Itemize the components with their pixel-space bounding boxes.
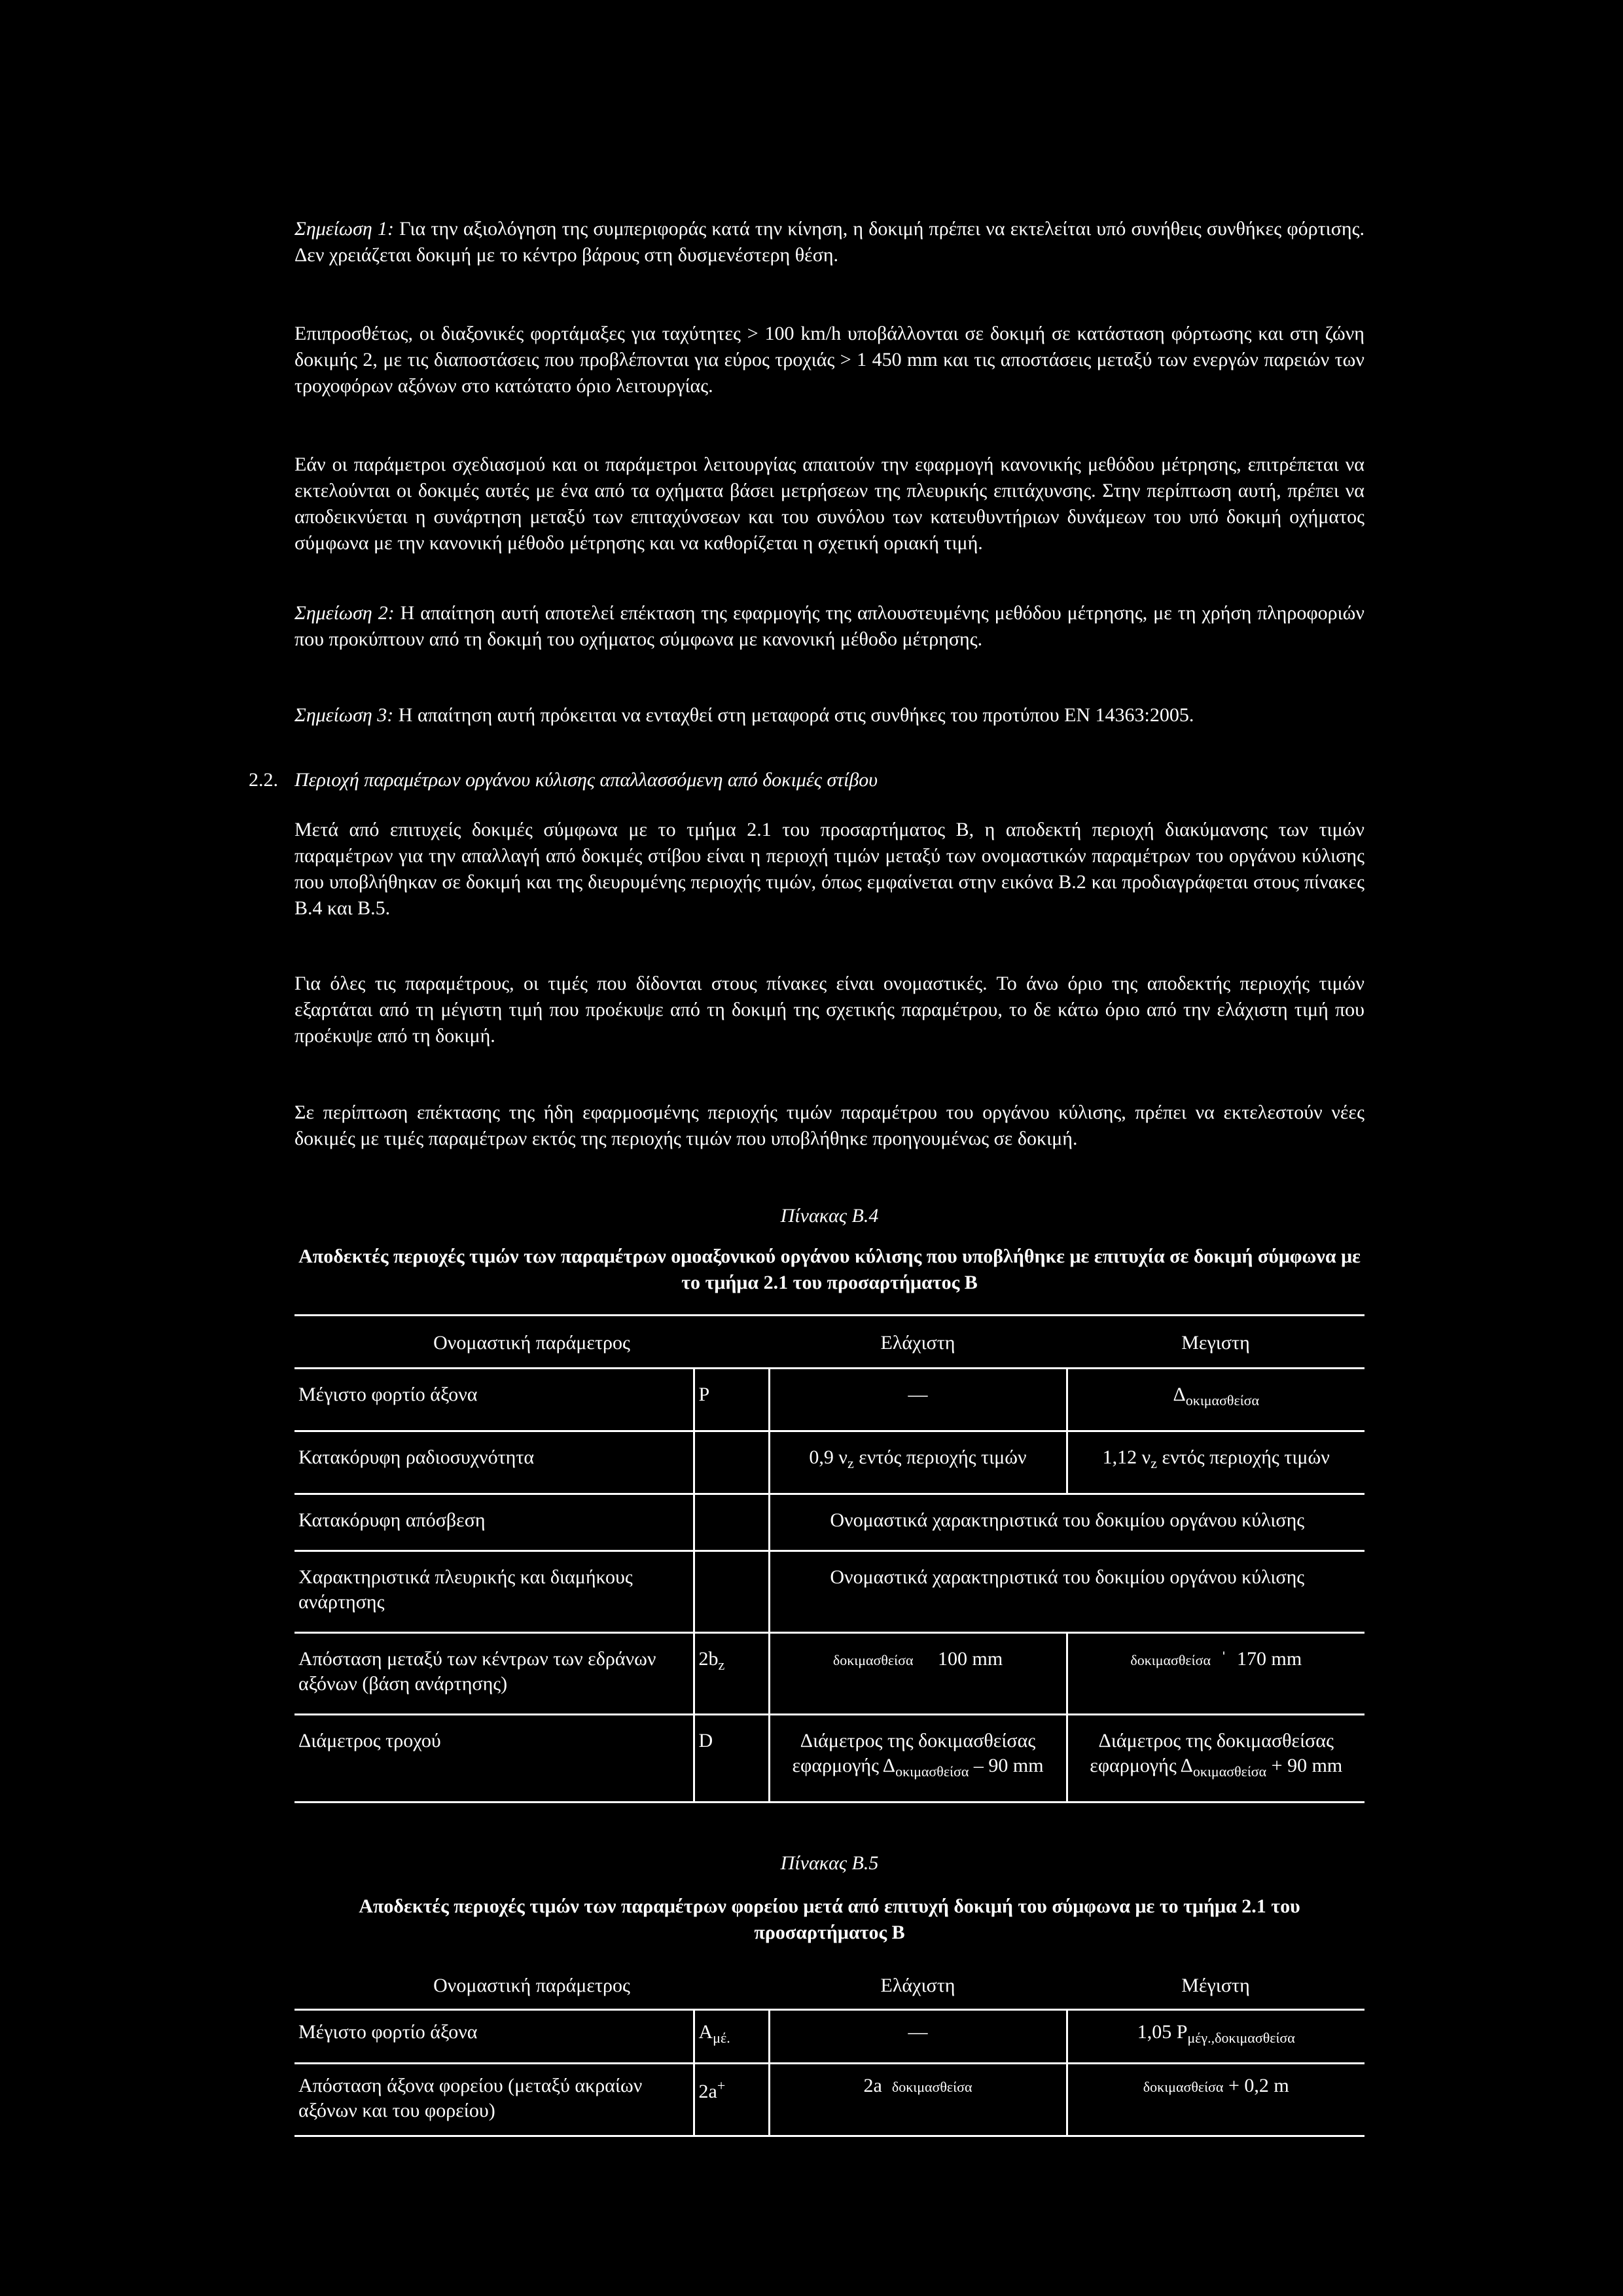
symbol-value: 2a <box>698 2081 717 2102</box>
min-cell <box>769 1633 1067 1715</box>
max-cell <box>1067 1431 1364 1494</box>
param-cell: Κατακόρυφη ραδιοσυχνότητα <box>294 1431 694 1494</box>
symbol-subscript: μέ. <box>713 2030 730 2046</box>
param-cell: Μέγιστο φορτίο άξονα <box>294 1369 694 1431</box>
min-subscript: z <box>847 1455 854 1471</box>
param-cell: Απόσταση άξονα φορείου (μεταξύ ακραίων αξόνων και του φορείου) <box>294 2064 694 2136</box>
max-cell <box>1067 2010 1364 2064</box>
note-3 <box>294 702 1364 728</box>
min-subscript: δοκιμασθείσα <box>832 1652 914 1668</box>
min-value: Διάμετρος της δοκιμασθείσας εφαρμογής Δ <box>792 1730 1036 1776</box>
note-1 <box>294 216 1364 268</box>
max-suffix: + 90 mm <box>1266 1755 1343 1776</box>
max-suffix: εντός περιοχής τιμών <box>1157 1446 1330 1468</box>
symbol-subscript: z <box>718 1657 725 1673</box>
note-3-text: Η απαίτηση αυτή πρόκειται να ενταχθεί στη μεταφορά στις συνθήκες του προτύπου EN 14363:2005. <box>393 704 1194 726</box>
section-number: 2.2. <box>249 769 278 791</box>
table-row <box>294 2010 1364 2064</box>
min-subscript: οκιμασθείσα <box>895 1763 969 1780</box>
param-cell: Μέγιστο φορτίο άξονα <box>294 2010 694 2064</box>
paragraph: Σε περίπτωση επέκτασης της ήδη εφαρμοσμένης περιοχής τιμών παραμέτρου του οργάνου κύλισης, πρέπει να εκτελεστούν νέες δοκιμές με τιμές παραμέτρων εκτός της περιοχής τιμών που υποβλήθηκε προηγουμένως σε δοκιμή. <box>294 1102 1364 1149</box>
table-header-row <box>294 1965 1364 2010</box>
table-b5-caption: Πίνακας B.5 <box>780 1852 879 1874</box>
column-header: Ονομαστική παράμετρος <box>294 1316 769 1369</box>
symbol-cell <box>694 2064 769 2136</box>
table-b4 <box>294 1314 1364 1803</box>
min-cell: — <box>769 1369 1067 1431</box>
min-suffix: εντός περιοχής τιμών <box>853 1446 1027 1468</box>
max-value: 1,12 ν <box>1102 1446 1151 1468</box>
note-2-text: Η απαίτηση αυτή αποτελεί επέκταση της εφαρμογής της απλουστευμένης μεθόδου μέτρησης, με τη χρήση πληροφοριών που προκύπτουν από τη δοκιμή του οχήματος σύμφωνα με κανονική μέθοδο μέτρησης. <box>294 602 1364 650</box>
column-header: Ελάχιστη <box>769 1316 1067 1369</box>
symbol-cell: P <box>694 1369 769 1431</box>
param-cell: Διάμετρος τροχού <box>294 1715 694 1803</box>
span-cell: Ονομαστικά χαρακτηριστικά του δοκιμίου οργάνου κύλισης <box>769 1494 1364 1551</box>
max-cell <box>1067 1369 1364 1431</box>
section-heading <box>249 767 878 793</box>
table-b5 <box>294 1965 1364 2137</box>
min-subscript: δοκιμασθείσα <box>891 2079 972 2095</box>
param-cell: Απόσταση μεταξύ των κέντρων των εδράνων αξόνων (βάση ανάρτησης) <box>294 1633 694 1715</box>
max-subscript: οκιμασθείσα <box>1185 1392 1260 1408</box>
symbol-value: 2b <box>698 1648 719 1670</box>
max-value: Δ <box>1173 1384 1186 1405</box>
table-row <box>294 1715 1364 1803</box>
min-value: 100 mm <box>937 1648 1003 1670</box>
column-header: Ελάχιστη <box>769 1965 1067 2010</box>
min-cell <box>769 1715 1067 1803</box>
symbol-cell <box>694 2010 769 2064</box>
table-b4-title: Αποδεκτές περιοχές τιμών των παραμέτρων ομοαξονικού οργάνου κύλισης που υποβλήθηκε με επιτυχία σε δοκιμή σύμφωνα με το τμήμα 2.1 του προσαρτήματος B <box>298 1246 1361 1293</box>
symbol-cell <box>694 1633 769 1715</box>
max-subscript: μέγ.,δοκιμασθείσα <box>1187 2030 1295 2046</box>
table-row <box>294 1369 1364 1431</box>
note-1-label: Σημείωση 1: <box>294 218 394 240</box>
note-2 <box>294 600 1364 653</box>
section-title: Περιοχή παραμέτρων οργάνου κύλισης απαλλασσόμενη από δοκιμές στίβου <box>294 769 878 791</box>
paragraph: Εάν οι παράμετροι σχεδιασμού και οι παράμετροι λειτουργίας απαιτούν την εφαρμογή κανονικής μεθόδου μέτρησης, επιτρέπεται να εκτελούνται οι δοκιμές αυτές με ένα από τα οχήματα βάσει μετρήσεων της πλευρικής επιτάχυνσης. Στην περίπτωση αυτή, πρέπει να αποδεικνύεται η συνάρτηση μεταξύ των επιταχύνσεων και του συνόλου των κατευθυντήριων δυνάμεων του υπό δοκιμή οχήματος σύμφωνα με την κανονική μέθοδο μέτρησης και να καθορίζεται η σχετική οριακή τιμή. <box>294 454 1364 554</box>
param-cell: Κατακόρυφη απόσβεση <box>294 1494 694 1551</box>
max-suffix: + 0,2 m <box>1223 2075 1289 2096</box>
min-value: 2a <box>863 2075 882 2096</box>
table-b4-caption: Πίνακας B.4 <box>780 1205 879 1227</box>
max-cell <box>1067 2064 1364 2136</box>
note-3-label: Σημείωση 3: <box>294 704 394 726</box>
note-2-label: Σημείωση 2: <box>294 602 395 624</box>
table-header-row <box>294 1316 1364 1369</box>
max-value: Διάμετρος της δοκιμασθείσας εφαρμογής Δ <box>1090 1730 1334 1776</box>
paragraph: Μετά από επιτυχείς δοκιμές σύμφωνα με το τμήμα 2.1 του προσαρτήματος B, η αποδεκτή περιοχή διακύμανσης των τιμών παραμέτρων για την απαλλαγή από δοκιμές στίβου είναι η περιοχή τιμών μεταξύ των ονομαστικών παραμέτρων του οργάνου κύλισης που υποβλήθηκαν σε δοκιμή και της διευρυμένης περιοχής τιμών, όπως εμφαίνεται στην εικόνα B.2 και προδιαγράφεται στους πίνακες B.4 και B.5. <box>294 819 1364 919</box>
paragraph: Για όλες τις παραμέτρους, οι τιμές που δίδονται στους πίνακες είναι ονομαστικές. Το άνω όριο της αποδεκτής περιοχής τιμών εξαρτάται από τη μέγιστη τιμή που προέκυψε από τη δοκιμή της σχετικής παραμέτρου, το δε κάτω όριο από την ελάχιστη τιμή που προέκυψε από τη δοκιμή. <box>294 973 1364 1047</box>
min-cell <box>769 1431 1067 1494</box>
paragraph: Επιπροσθέτως, οι διαξονικές φορτάμαξες για ταχύτητες > 100 km/h υποβάλλονται σε δοκιμή σε κατάσταση φόρτωσης και στη ζώνη δοκιμής 2, με τις διαποστάσεις που προβλέπονται για εύρος τροχιάς > 1 450 mm και τις αποστάσεις μεταξύ των ενεργών παρειών των τροχοφόρων αξόνων στο κατώτατο όριο λειτουργίας. <box>294 323 1364 397</box>
max-subscript: z <box>1150 1455 1158 1471</box>
min-cell: — <box>769 2010 1067 2064</box>
max-value: 1,05 P <box>1137 2021 1188 2043</box>
table-row <box>294 1633 1364 1715</box>
symbol-value: A <box>698 2021 713 2043</box>
max-cell <box>1067 1633 1364 1715</box>
max-value: 170 mm <box>1236 1648 1302 1670</box>
span-cell: Ονομαστικά χαρακτηριστικά του δοκιμίου οργάνου κύλισης <box>769 1551 1364 1633</box>
symbol-cell <box>694 1494 769 1551</box>
symbol-cell <box>694 1431 769 1494</box>
min-cell <box>769 2064 1067 2136</box>
table-row <box>294 2064 1364 2136</box>
table-row <box>294 1431 1364 1494</box>
column-header: Μεγιστη <box>1067 1316 1364 1369</box>
min-value: 0,9 ν <box>809 1446 847 1468</box>
note-1-text: Για την αξιολόγηση της συμπεριφοράς κατά την κίνηση, η δοκιμή πρέπει να εκτελείται υπό συνήθεις συνθήκες φόρτισης. Δεν χρειάζεται δοκιμή με το κέντρο βάρους στη δυσμενέστερη θέση. <box>294 218 1364 266</box>
column-header: Μέγιστη <box>1067 1965 1364 2010</box>
max-subscript: οκιμασθείσα <box>1192 1763 1267 1780</box>
table-row <box>294 1551 1364 1633</box>
column-header: Ονομαστική παράμετρος <box>294 1965 769 2010</box>
table-row <box>294 1494 1364 1551</box>
max-cell <box>1067 1715 1364 1803</box>
symbol-cell <box>694 1551 769 1633</box>
symbol-cell: D <box>694 1715 769 1803</box>
max-mark: ˈ <box>1220 1648 1227 1670</box>
param-cell: Χαρακτηριστικά πλευρικής και διαμήκους ανάρτησης <box>294 1551 694 1633</box>
table-b5-title: Αποδεκτές περιοχές τιμών των παραμέτρων φορείου μετά από επιτυχή δοκιμή του σύμφωνα με το τμήμα 2.1 του προσαρτήματος B <box>359 1895 1300 1943</box>
max-subscript: δοκιμασθείσα <box>1143 2079 1224 2095</box>
max-subscript: δοκιμασθείσα <box>1130 1652 1211 1668</box>
min-suffix: – 90 mm <box>969 1755 1044 1776</box>
symbol-superscript: + <box>717 2077 726 2094</box>
